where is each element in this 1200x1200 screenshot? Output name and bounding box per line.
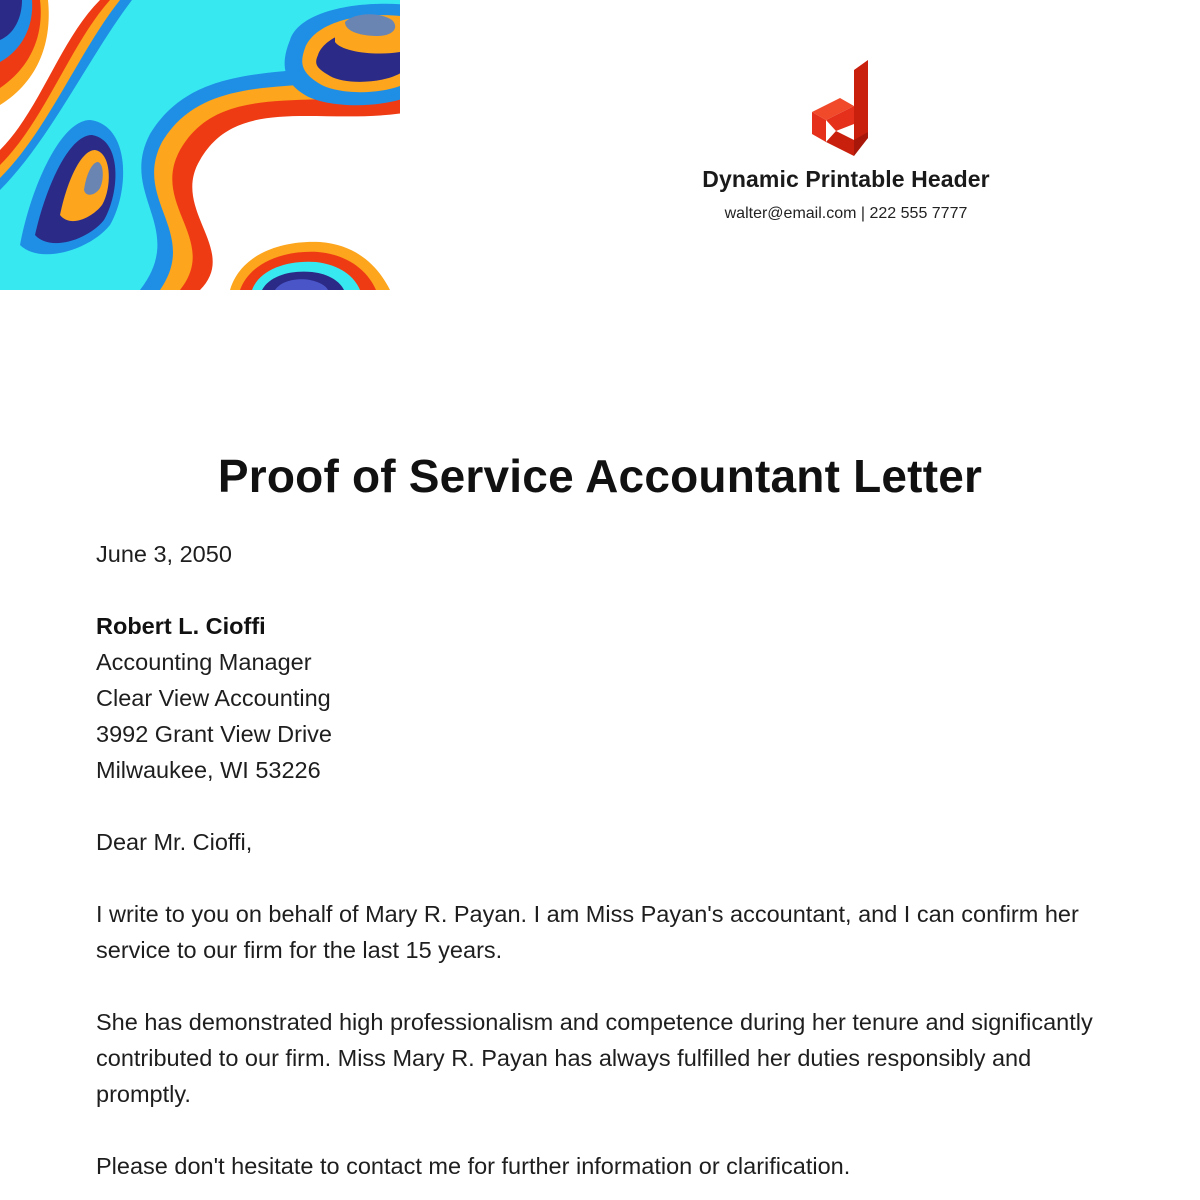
salutation: Dear Mr. Cioffi, xyxy=(96,829,253,855)
brand-block xyxy=(640,60,1052,223)
decorative-header-art xyxy=(0,0,400,290)
recipient-position: Accounting Manager xyxy=(96,649,312,675)
recipient-city: Milwaukee, WI 53226 xyxy=(96,757,321,783)
brand-name: Dynamic Printable Header xyxy=(702,166,990,192)
body-paragraph-2: She has demonstrated high professionalism and competence during her tenure and significantly contributed to our firm. Miss Mary R. Payan has always fulfilled her duties responsibly and promptly. xyxy=(96,1009,1093,1107)
letter-date: June 3, 2050 xyxy=(96,541,232,567)
page-title: Proof of Service Accountant Letter xyxy=(217,449,983,502)
recipient-street: 3992 Grant View Drive xyxy=(96,721,332,747)
body-paragraph-1: I write to you on behalf of Mary R. Payan. I am Miss Payan's accountant, and I can confirm her service to our firm for the last 15 years. xyxy=(96,901,1079,963)
brand-contact: walter@email.com | 222 555 7777 xyxy=(724,205,968,222)
letter-body xyxy=(96,536,1106,1184)
body-paragraph-3: Please don't hesitate to contact me for further information or clarification. xyxy=(96,1153,851,1179)
recipient-name: Robert L. Cioffi xyxy=(96,613,266,639)
d-logo-icon xyxy=(806,60,886,160)
recipient-company: Clear View Accounting xyxy=(96,685,331,711)
